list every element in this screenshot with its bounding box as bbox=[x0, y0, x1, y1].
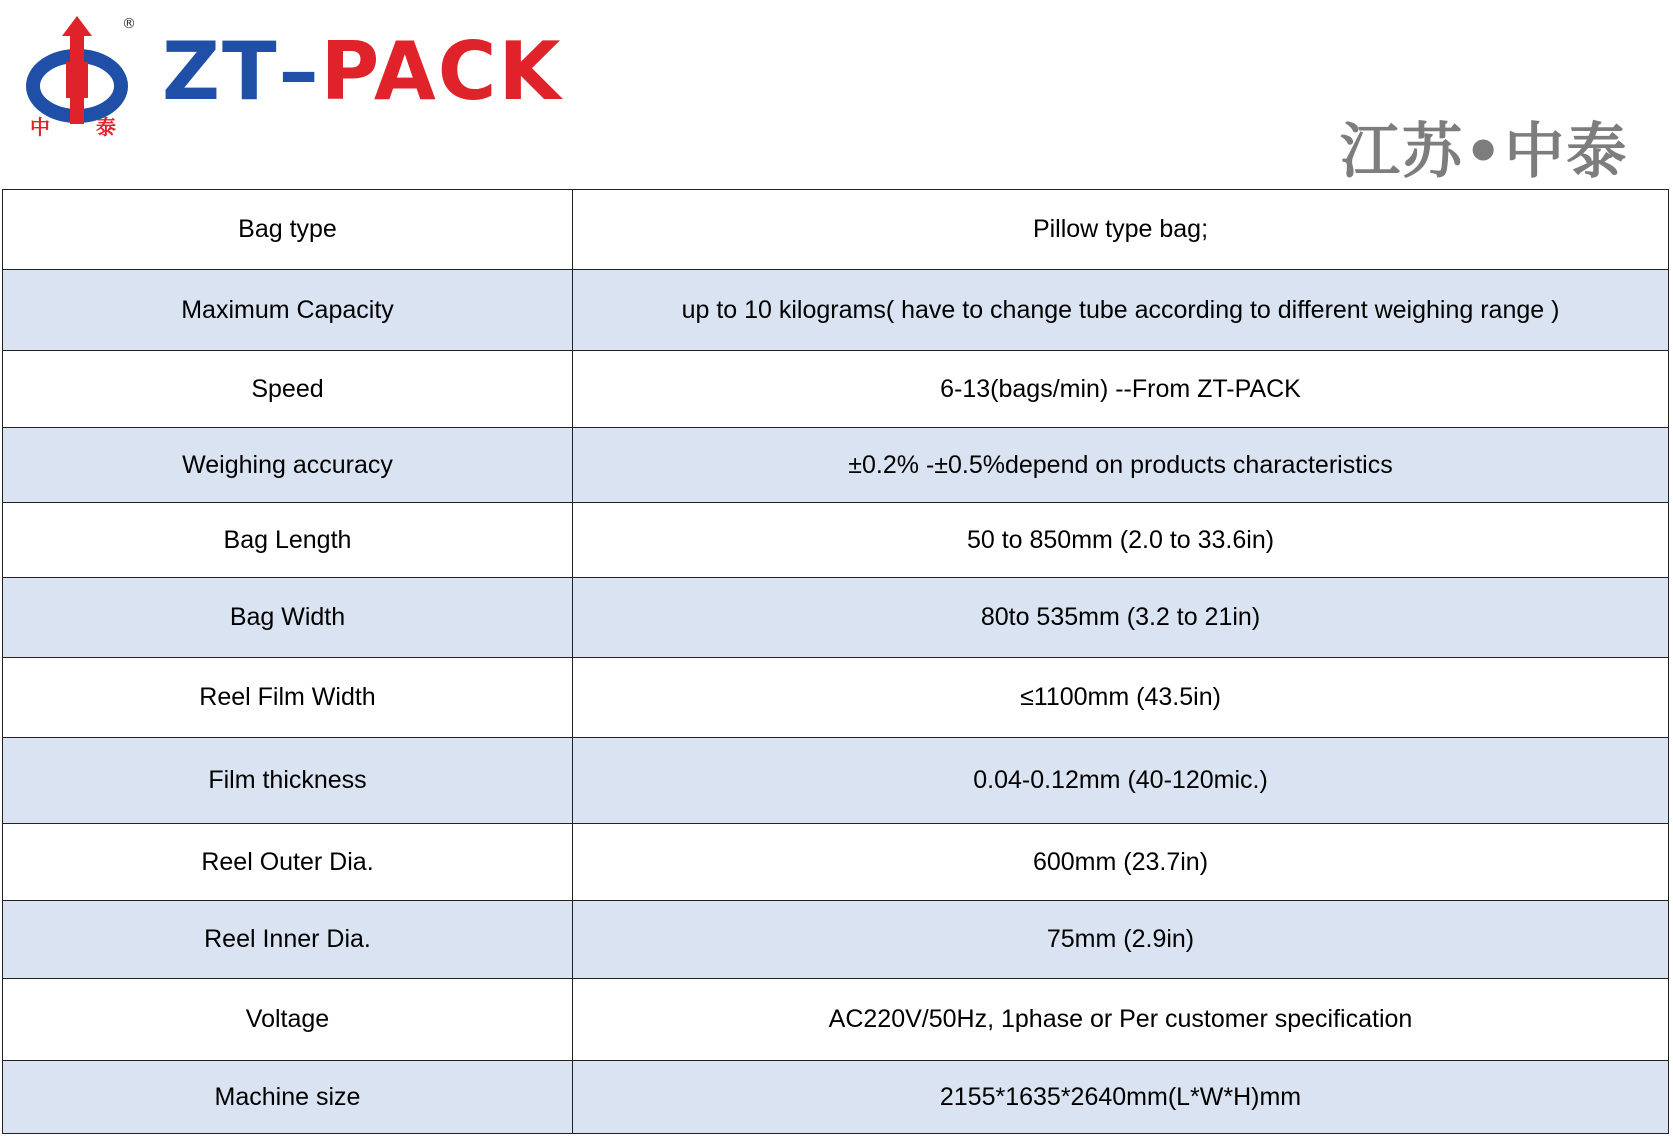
page-header bbox=[0, 0, 1673, 190]
spec-value: 80to 535mm (3.2 to 21in) bbox=[573, 578, 1669, 658]
table-row bbox=[3, 578, 1669, 658]
spec-value: ≤1100mm (43.5in) bbox=[573, 658, 1669, 738]
spec-value: 75mm (2.9in) bbox=[573, 901, 1669, 979]
spec-label: Speed bbox=[3, 351, 573, 428]
spec-value: AC220V/50Hz, 1phase or Per customer specification bbox=[573, 979, 1669, 1061]
spec-table bbox=[2, 189, 1669, 1134]
table-row bbox=[3, 901, 1669, 979]
company-cn-name: 江苏•中泰 bbox=[1340, 117, 1629, 187]
spec-value: ±0.2% -±0.5%depend on products characteristics bbox=[573, 428, 1669, 503]
brand-wordmark bbox=[162, 25, 563, 118]
spec-value: 600mm (23.7in) bbox=[573, 824, 1669, 901]
spec-label: Voltage bbox=[3, 979, 573, 1061]
table-row bbox=[3, 824, 1669, 901]
spec-label: Reel Inner Dia. bbox=[3, 901, 573, 979]
spec-label: Bag Width bbox=[3, 578, 573, 658]
spec-label: Maximum Capacity bbox=[3, 270, 573, 351]
zt-pack-logo-icon bbox=[22, 14, 142, 144]
table-row bbox=[3, 190, 1669, 270]
spec-value: 50 to 850mm (2.0 to 33.6in) bbox=[573, 503, 1669, 578]
table-row bbox=[3, 503, 1669, 578]
spec-value: up to 10 kilograms( have to change tube according to different weighing range ) bbox=[573, 270, 1669, 351]
brand-dash: – bbox=[278, 25, 321, 118]
spec-value: Pillow type bag; bbox=[573, 190, 1669, 270]
spec-label: Reel Film Width bbox=[3, 658, 573, 738]
brand-part-zt: ZT bbox=[162, 25, 279, 118]
spec-value: 0.04-0.12mm (40-120mic.) bbox=[573, 738, 1669, 824]
registered-mark: ® bbox=[122, 16, 136, 32]
spec-label: Film thickness bbox=[3, 738, 573, 824]
table-row bbox=[3, 270, 1669, 351]
spec-label: Bag type bbox=[3, 190, 573, 270]
table-row bbox=[3, 738, 1669, 824]
logo-cn-left: 中 bbox=[30, 115, 50, 139]
logo-cn-right: 泰 bbox=[96, 115, 116, 139]
spec-value: 6-13(bags/min) --From ZT-PACK bbox=[573, 351, 1669, 428]
spec-label: Machine size bbox=[3, 1061, 573, 1134]
table-row bbox=[3, 351, 1669, 428]
table-row bbox=[3, 658, 1669, 738]
table-row bbox=[3, 979, 1669, 1061]
spec-value: 2155*1635*2640mm(L*W*H)mm bbox=[573, 1061, 1669, 1134]
spec-label: Bag Length bbox=[3, 503, 573, 578]
table-row bbox=[3, 1061, 1669, 1134]
table-row bbox=[3, 428, 1669, 503]
brand-part-pack: PACK bbox=[320, 25, 563, 118]
spec-label: Weighing accuracy bbox=[3, 428, 573, 503]
spec-label: Reel Outer Dia. bbox=[3, 824, 573, 901]
